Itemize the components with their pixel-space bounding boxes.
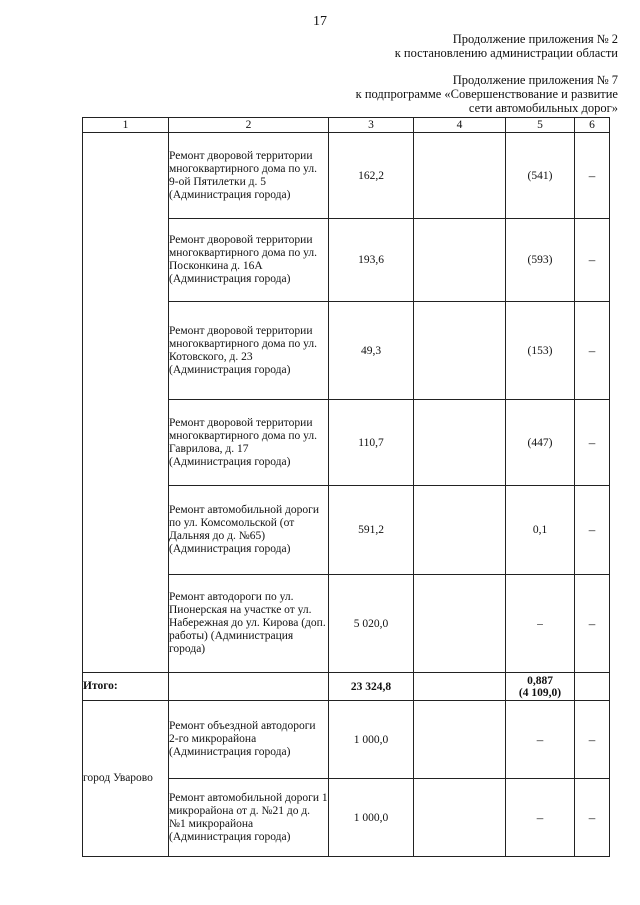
work-name-cell: Ремонт дворовой территории многоквартирного дома по ул. Посконкина д. 16А (Администрация города) [169,219,329,302]
appendix-header [395,32,618,60]
amount-cell: 193,6 [329,219,414,302]
amount-cell: 1 000,0 [329,701,414,779]
col4-cell [414,575,506,673]
total-amount: 23 324,8 [329,673,414,701]
subprogram-header-line-2: к подпрограмме «Совершенствование и развитие [355,87,618,101]
col5-cell: – [506,701,575,779]
roads-table [82,117,610,857]
col5-cell: (593) [506,219,575,302]
col5-cell: (541) [506,133,575,219]
col6-cell: – [575,779,610,857]
work-name-cell: Ремонт автомобильной дороги 1 микрорайона от д. №21 до д. №1 микрорайона (Администрация города) [169,779,329,857]
amount-cell: 591,2 [329,486,414,575]
total-empty-cell [169,673,329,701]
appendix-header-line-1: Продолжение приложения № 2 [452,32,618,46]
total-col5-line-2: (4 109,0) [518,686,562,699]
col6-cell: – [575,575,610,673]
total-col5-line-1: 0,887 [527,674,553,687]
col5-cell: 0,1 [506,486,575,575]
col4-cell [414,219,506,302]
col4-cell [414,302,506,400]
col6-cell: – [575,486,610,575]
col5-cell: (153) [506,302,575,400]
table-row [83,701,610,779]
col4-cell [414,486,506,575]
work-name-cell: Ремонт автомобильной дороги по ул. Комсомольской (от Дальняя до д. №65) (Администрация города) [169,486,329,575]
amount-cell: 49,3 [329,302,414,400]
col6-cell: – [575,302,610,400]
col4-cell [414,701,506,779]
amount-cell: 110,7 [329,400,414,486]
col6-cell: – [575,701,610,779]
work-name-cell: Ремонт дворовой территории многоквартирного дома по ул. Гаврилова, д. 17 (Администрация города) [169,400,329,486]
city-name: город Уварово [83,701,169,857]
work-name-cell: Ремонт автодороги по ул. Пионерская на участке от ул. Набережная до ул. Кирова (доп. работы) (Администрация города) [169,575,329,673]
col4-cell [414,133,506,219]
total-col4 [414,673,506,701]
table-header-row [83,118,610,133]
work-name-cell: Ремонт дворовой территории многоквартирного дома по ул. Котовского, д. 23 (Администрация города) [169,302,329,400]
total-col5 [506,673,575,701]
col6-cell: – [575,400,610,486]
column-header: 5 [506,118,575,133]
total-row [83,673,610,701]
column-header: 2 [169,118,329,133]
col4-cell [414,779,506,857]
col6-cell: – [575,133,610,219]
col4-cell [414,400,506,486]
table-row [83,133,610,219]
subprogram-header-line-1: Продолжение приложения № 7 [452,73,618,87]
amount-cell: 162,2 [329,133,414,219]
work-name-cell: Ремонт объездной автодороги 2-го микрорайона (Администрация города) [169,701,329,779]
col5-cell: – [506,779,575,857]
subprogram-header-line-3: сети автомобильных дорог» [468,101,618,115]
column-header: 3 [329,118,414,133]
col6-cell: – [575,219,610,302]
column-header: 4 [414,118,506,133]
subprogram-header [356,73,618,115]
total-label: Итого: [83,673,169,701]
col5-cell: – [506,575,575,673]
col5-cell: (447) [506,400,575,486]
row-group-cell [83,133,169,673]
column-header: 1 [83,118,169,133]
total-col6 [575,673,610,701]
amount-cell: 1 000,0 [329,779,414,857]
work-name-cell: Ремонт дворовой территории многоквартирного дома по ул. 9-ой Пятилетки д. 5 (Администрация города) [169,133,329,219]
appendix-header-line-2: к постановлению администрации области [394,46,618,60]
amount-cell: 5 020,0 [329,575,414,673]
page-number: 17 [313,14,327,29]
column-header: 6 [575,118,610,133]
